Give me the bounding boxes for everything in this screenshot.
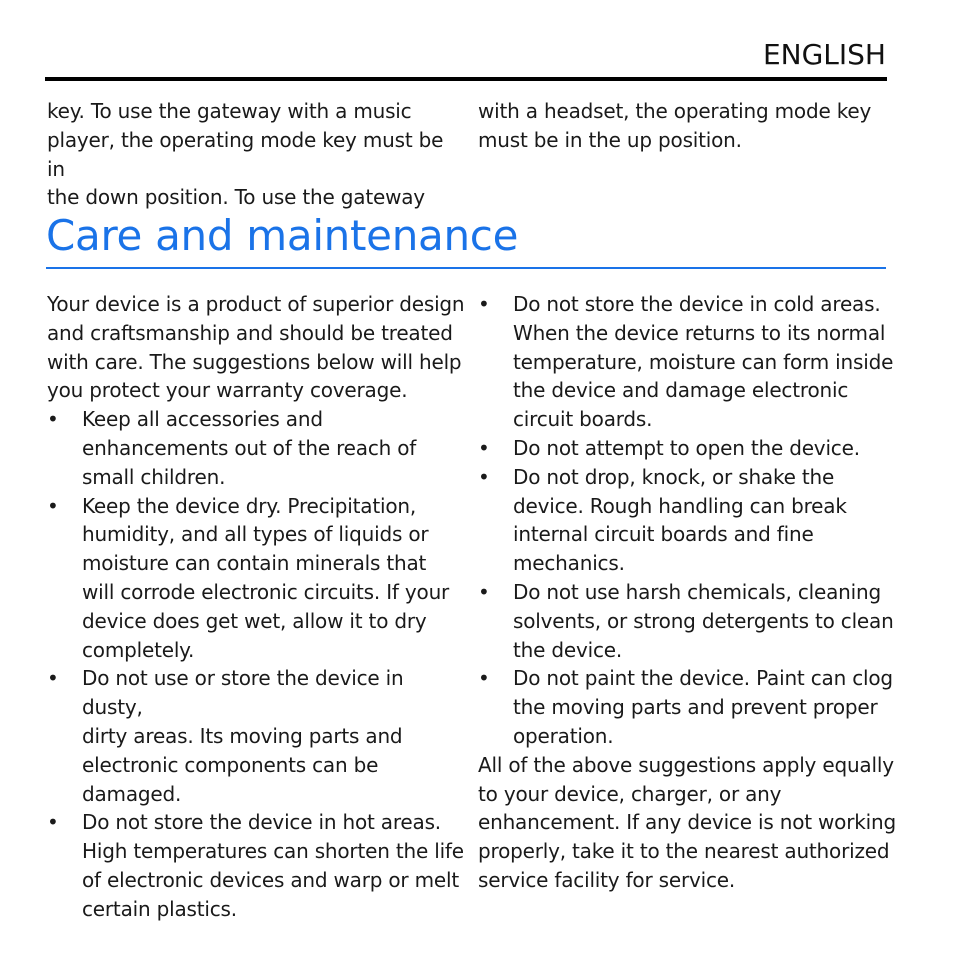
bullet-icon: •: [47, 407, 59, 432]
section-intro: [47, 290, 467, 405]
bullet-icon: •: [47, 666, 59, 691]
list-item-text-line: Do not drop, knock, or shake the: [513, 464, 835, 489]
list-item-text-line: of electronic devices and warp or melt: [82, 867, 459, 892]
closing-text-line: enhancement. If any device is not working: [478, 810, 896, 835]
list-item-text-line: Keep the device dry. Precipitation,: [82, 493, 416, 518]
list-item-text-line: dirty areas. Its moving parts and: [82, 723, 403, 748]
list-item: [478, 578, 898, 664]
closing-text-line: service facility for service.: [478, 867, 736, 892]
list-item-text-line: device. Rough handling can break: [513, 493, 847, 518]
list-item-text-line: device does get wet, allow it to dry: [82, 608, 427, 633]
list-item-text-line: Do not use or store the device in dusty,: [82, 666, 404, 720]
list-item-text-line: Do not store the device in cold areas.: [513, 292, 881, 316]
title-rule: [46, 267, 886, 269]
list-item-text-line: circuit boards.: [513, 407, 653, 432]
list-item-text-line: humidity, and all types of liquids or: [82, 522, 429, 547]
list-item: [478, 434, 898, 463]
bullet-icon: •: [478, 464, 490, 489]
list-item: [478, 290, 898, 434]
list-item: [47, 492, 467, 665]
list-item: [478, 664, 898, 750]
intro-right-column: [478, 97, 898, 155]
list-item: [47, 664, 467, 808]
list-item-text-line: enhancements out of the reach of: [82, 435, 417, 460]
list-item-text-line: solvents, or strong detergents to clean: [513, 608, 894, 633]
intro-text-line: Your device is a product of superior design: [47, 292, 465, 316]
intro-text-line: player, the operating mode key must be in: [47, 127, 444, 181]
list-item: [47, 808, 467, 923]
intro-text-line: and craftsmanship and should be treated: [47, 320, 453, 345]
list-item-text-line: will corrode electronic circuits. If your: [82, 579, 450, 604]
bullet-icon: •: [47, 493, 59, 518]
list-item-text-line: internal circuit boards and fine: [513, 522, 814, 547]
closing-paragraph: [478, 751, 898, 895]
list-item: [47, 405, 467, 491]
list-item-text-line: Do not use harsh chemicals, cleaning: [513, 579, 881, 604]
body-left-column: [47, 290, 467, 924]
list-item-text-line: damaged.: [82, 781, 182, 806]
body-right-column: [478, 290, 898, 895]
list-item-text-line: the device and damage electronic: [513, 378, 849, 403]
list-item-text-line: When the device returns to its normal: [513, 320, 886, 345]
list-item: [478, 463, 898, 578]
intro-text-line: must be in the up position.: [478, 127, 742, 152]
closing-text-line: properly, take it to the nearest authorized: [478, 839, 890, 864]
list-item-text-line: temperature, moisture can form inside: [513, 349, 894, 374]
list-item-text-line: small children.: [82, 464, 226, 489]
intro-text-line: you protect your warranty coverage.: [47, 378, 408, 403]
list-item-text-line: Do not store the device in hot areas.: [82, 810, 441, 835]
bullet-list-right: [478, 290, 898, 751]
intro-text-line: key. To use the gateway with a music: [47, 99, 412, 123]
intro-text-line: with a headset, the operating mode key: [478, 99, 872, 123]
list-item-text-line: Do not paint the device. Paint can clog: [513, 666, 893, 691]
list-item-text-line: the moving parts and prevent proper: [513, 695, 878, 720]
intro-text-line: the down position. To use the gateway: [47, 185, 425, 210]
list-item-text-line: High temperatures can shorten the life: [82, 839, 464, 864]
bullet-list-left: [47, 405, 467, 923]
language-label: ENGLISH: [762, 38, 886, 71]
bullet-icon: •: [478, 292, 490, 316]
bullet-icon: •: [478, 666, 490, 691]
intro-left-column: [47, 97, 467, 212]
closing-text-line: to your device, charger, or any: [478, 781, 782, 806]
list-item-text-line: completely.: [82, 637, 195, 662]
list-item-text-line: Do not attempt to open the device.: [513, 435, 860, 460]
intro-text-line: with care. The suggestions below will help: [47, 349, 462, 374]
closing-text-line: All of the above suggestions apply equally: [478, 752, 894, 777]
bullet-icon: •: [47, 810, 59, 835]
list-item-text-line: moisture can contain minerals that: [82, 551, 427, 576]
bullet-icon: •: [478, 435, 490, 460]
list-item-text-line: mechanics.: [513, 551, 625, 576]
list-item-text-line: the device.: [513, 637, 623, 662]
list-item-text-line: operation.: [513, 723, 614, 748]
list-item-text-line: certain plastics.: [82, 896, 237, 921]
section-title: Care and maintenance: [46, 211, 519, 260]
list-item-text-line: Keep all accessories and: [82, 407, 323, 432]
header-rule: [45, 77, 887, 81]
list-item-text-line: electronic components can be: [82, 752, 379, 777]
bullet-icon: •: [478, 579, 490, 604]
